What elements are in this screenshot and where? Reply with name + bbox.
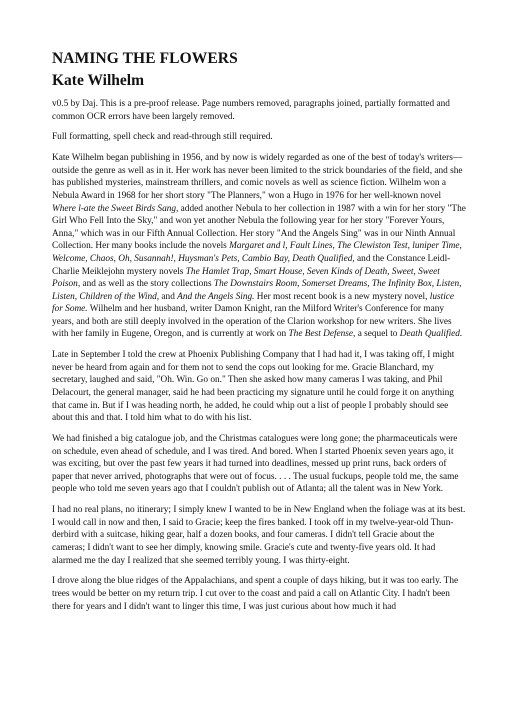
body-paragraph-4: I drove along the blue ridges of the Appalachians, and spent a couple of days hiking, but it was too early. The trees would be better on my return trip. I cut over to the coast and paid a call on Atlantic City. I hadn't been there for years and I didn't want to linger this time, I was just curious about how much it had — [52, 576, 459, 612]
author-bio-paragraph — [52, 152, 466, 341]
bio-text-segment: Wilhelm and her husband, writer Damon Knight, ran the Milford Writer's Conference for many years, and both are still deeply involved in the operation of the Clarion workshop for new writers. She lives with her family in Eugene, Oregon, and is currently at work on — [52, 304, 452, 340]
body-paragraph-1: Late in September I told the crew at Phoenix Publishing Company that I had had it, I was taking off, I might never be heard from again and for them not to send the cops out looking for me. Gracie Blanchard, my secretary, laughed and said, "Oh. Win. Go on." Then she asked how many cameras I was taking, and Phil Delacourt, the general manager, said he had been practicing my signature until he could forge it on anything that came in. But if I was heading north, he added, he could whip out a list of people I probably should see about this and that. I told him what to do with his list. — [52, 350, 455, 424]
bio-title-segment: Margaret and l, Fault Lines, The Clewiston Test, luniper Time, Welcome, Chaos, Oh, Susannah!, Huysman's Pets, Cambio Bay, Death Qualified, — [52, 241, 462, 264]
bio-title-segment: The Downstairs Room, Somerset Dreams, The Infinity Box, Listen, Listen, Children of the Wind, — [52, 279, 462, 302]
release-note: v0.5 by Daj. This is a pre-proof release. Page numbers removed, paragraphs joined, partially formatted and common OCR errors have been largely removed. — [52, 99, 450, 122]
bio-text-segment: added another Nebula to her collection in 1987 with a win for her story "The Girl Who Fell Into the Sky," and won yet another Nebula the following year for her story "Forever Yours, Anna," which was in our Fifth Annual Collection. Her story "And the Angels Sing" was in our Ninth Annual Collection. Her many books include the novels — [52, 203, 466, 252]
bio-text-segment: and the Constance Leidl-Charlie Meiklejohn mystery novels — [52, 253, 451, 277]
story-title: NAMING THE FLOWERS — [52, 50, 238, 67]
bio-title-segment: The Hamlet Trap, Smart House, Seven Kinds of Death, Sweet, Sweet Poison, — [52, 266, 440, 290]
bio-title-segment: The Best Defense, — [288, 329, 356, 340]
bio-title-segment: lustice for Some. — [52, 291, 455, 315]
bio-text-segment: Her most recent book is a new mystery novel, — [254, 291, 430, 302]
bio-text-segment: and — [159, 291, 178, 302]
body-paragraph-3: I had no real plans, no itinerary; I simply knew I wanted to be in New England when the foliage was at its best. I would call in now and then, I said to Gracie; keep the fires banked. I took off in my twelve-year-old Thun-derbird with a suitcase, hiking gear, half a dozen books, and four cameras. I didn't tell Gracie about the cameras; I didn't want to see her dimply, knowing smile. Gracie's cute and twenty-five years old. It had alarmed me the day I realized that she seemed terribly young. I was thirty-eight. — [52, 505, 466, 566]
bio-title-segment: Where l-ate the Sweet Birds Sang, — [52, 203, 179, 214]
bio-text-segment: and as well as the story collections — [80, 279, 214, 290]
bio-text-segment: a sequel to — [355, 329, 400, 340]
bio-text-segment: Kate Wilhelm began publishing in 1956, and by now is widely regarded as one of the best of today's writers—outside the genre as well as in it. Her work has never been limited to the strick boundaries of the field, and she has published mysteries, mainstream thrillers, and comic novels as well as science fiction. Wilhelm won a Nebula Award in 1968 for her short story "The Planners," won a Hugo in 1976 for her well-known novel — [52, 153, 463, 201]
bio-title-segment: And the Angels Sing. — [177, 291, 255, 302]
body-paragraph-2: We had finished a big catalogue job, and the Christmas catalogues were long gone; the pharmaceuticals were on schedule, even ahead of schedule, and I was tired. And bored. When I started Phoenix seven years ago, it was exciting, but over the past few years it had turned into deadlines, messed up print runs, back orders of paper that never arrived, photographs that were out of focus. . . . The usual fuckups, people told me, the same people who told me seven years ago that I couldn't publish out of Atlanta; all the talent was in New York. — [52, 434, 459, 495]
todo-note: Full formatting, spell check and read-through still required. — [52, 132, 273, 143]
author-name: Kate Wilhelm — [52, 72, 144, 89]
bio-title-segment: Death Qualified. — [399, 329, 463, 340]
